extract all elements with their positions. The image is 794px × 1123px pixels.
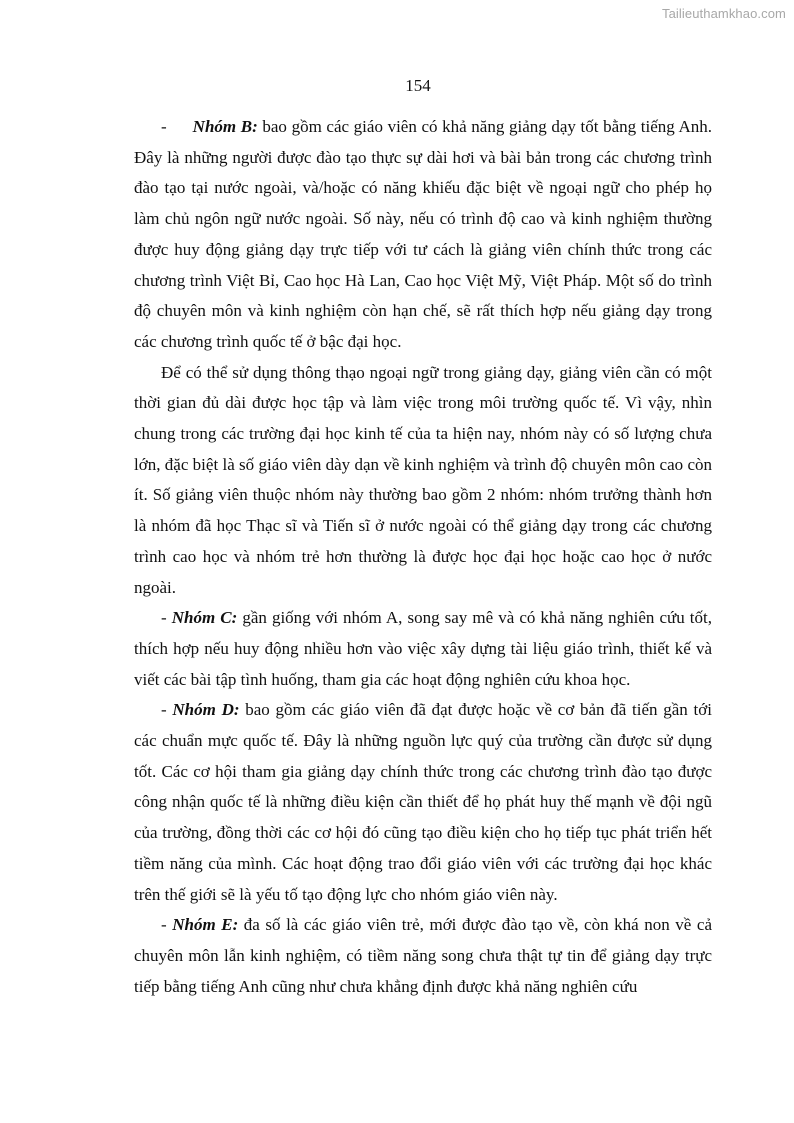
list-dash: - (161, 117, 167, 136)
paragraph-text: Để có thể sử dụng thông thạo ngoại ngữ trong giảng dạy, giảng viên cần có một thời gian đủ dài được học tập và làm việc trong môi trường quốc tế. Vì vậy, nhìn chung trong các trường đại học kinh tế của ta hiện nay, nhóm này có số lượng chưa lớn, đặc biệt là số giáo viên dày dạn về kinh nghiệm và trình độ chuyên môn cao còn ít. Số giảng viên thuộc nhóm này thường bao gồm 2 nhóm: nhóm trưởng thành hơn là nhóm đã học Thạc sĩ và Tiến sĩ ở nước ngoài có thể giảng dạy trong các chương trình cao học và nhóm trẻ hơn thường là được học đại học hoặc cao học ở nước ngoài. (134, 362, 712, 597)
group-label-d: Nhóm D: (172, 700, 240, 720)
page-number: 154 (405, 76, 431, 95)
group-label-e: Nhóm E: (172, 915, 239, 935)
paragraph-text: gần giống với nhóm A, song say mê và có khả năng nghiên cứu tốt, thích hợp nếu huy động nhiều hơn vào việc xây dựng tài liệu giáo trình, thiết kế và viết các bài tập tình huống, tham gia các hoạt động nghiên cứu khoa học. (134, 608, 713, 689)
paragraph-text: đa số là các giáo viên trẻ, mới được đào tạo về, còn khá non về cả chuyên môn lẫn kinh nghiệm, có tiềm năng song chưa thật tự tin để giảng dạy trực tiếp bằng tiếng Anh cũng như chưa khẳng định được khả năng nghiên cứu (134, 915, 712, 996)
watermark-text: Tailieuthamkhao.com (661, 6, 786, 21)
paragraph-text: bao gồm các giáo viên đã đạt được hoặc về cơ bản đã tiến gần tới các chuẩn mực quốc tế. Đây là những nguồn lực quý của trường cần được sử dụng tốt. Các cơ hội tham gia giảng dạy chính thức trong các chương trình đào tạo được công nhận quốc tế là những điều kiện cần thiết để họ phát huy thế mạnh về đội ngũ của trường, đồng thời các cơ hội đó cũng tạo điều kiện cho họ tiếp tục phát triển hết tiềm năng của mình. Các hoạt động trao đổi giáo viên với các trường đại học khác trên thế giới sẽ là yếu tố tạo động lực cho nhóm giáo viên này. (134, 700, 712, 904)
group-label-b: Nhóm B: (192, 117, 258, 136)
paragraph-nhom-b (134, 112, 712, 358)
paragraph-nhom-c (134, 603, 712, 695)
paragraph-nhom-e (134, 910, 712, 1002)
paragraph-nhom-d (134, 695, 712, 910)
group-label-c: Nhóm C: (171, 608, 238, 628)
paragraph-foreign-language (134, 358, 712, 604)
paragraph-text: bao gồm các giáo viên có khả năng giảng dạy tốt bằng tiếng Anh. Đây là những người được đào tạo thực sự dài hơi và bài bản trong các chương trình đào tạo tại nước ngoài, và/hoặc có năng khiếu đặc biệt về ngoại ngữ cho phép họ làm chủ ngôn ngữ nước ngoài. Số này, nếu có trình độ cao và kinh nghiệm thường được huy động giảng dạy trực tiếp với tư cách là giảng viên chính thức trong các chương trình Việt Bỉ, Cao học Hà Lan, Cao học Việt Mỹ, Việt Pháp. Một số do trình độ chuyên môn và kinh nghiệm còn hạn chế, sẽ rất thích hợp nếu giảng dạy trong các chương trình quốc tế ở bậc đại học. (134, 117, 712, 351)
list-dash: - (161, 915, 167, 935)
document-body (134, 112, 712, 1002)
list-dash: - (161, 700, 167, 720)
list-dash: - (161, 608, 167, 628)
